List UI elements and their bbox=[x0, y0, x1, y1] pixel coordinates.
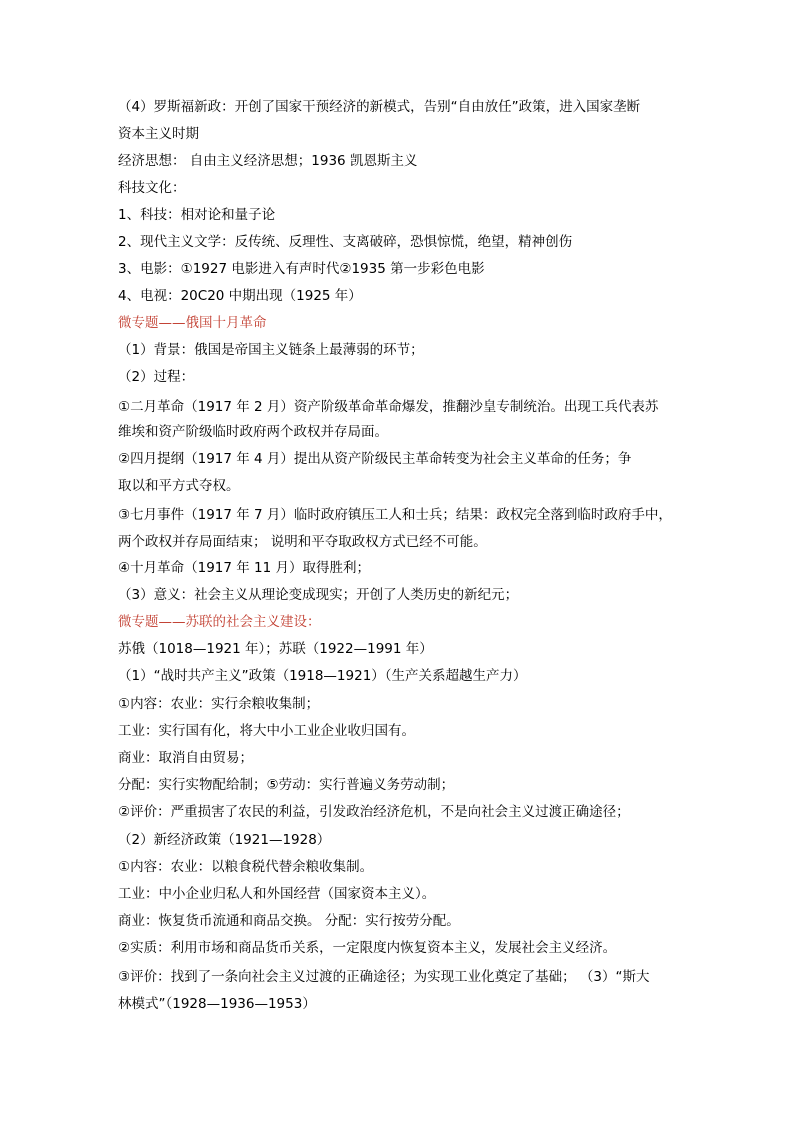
text-line: 经济思想： 自由主义经济思想；1936 凯恩斯主义 bbox=[118, 153, 418, 169]
text-line: （1）“战时共产主义”政策（1918—1921）（生产关系超越生产力） bbox=[118, 668, 527, 684]
text-line: 3、电影：①1927 电影进入有声时代②1935 第一步彩色电影 bbox=[118, 261, 485, 277]
text-line: 科技文化： bbox=[118, 180, 186, 196]
text-line: 商业：取消自由贸易； bbox=[118, 750, 253, 766]
text-line: 取以和平方式夺权。 bbox=[118, 478, 240, 494]
text-line: ①内容：农业：以粮食税代替余粮收集制。 bbox=[118, 859, 374, 875]
text-line: ④十月革命（1917 年 11 月）取得胜利； bbox=[118, 560, 371, 576]
text-line: ②四月提纲（1917 年 4 月）提出从资产阶级民主革命转变为社会主义革命的任务；争 bbox=[118, 451, 632, 467]
text-line: ①内容：农业：实行余粮收集制； bbox=[118, 696, 320, 712]
text-line: （2）新经济政策（1921—1928） bbox=[118, 832, 331, 848]
text-line: （3）意义：社会主义从理论变成现实；开创了人类历史的新纪元； bbox=[118, 587, 519, 603]
text-line: 工业：实行国有化，将大中小工业企业收归国有。 bbox=[118, 723, 415, 739]
text-line: 4、电视：20C20 中期出现（1925 年） bbox=[118, 288, 362, 304]
text-line: 商业：恢复货币流通和商品交换。 分配：实行按劳分配。 bbox=[118, 913, 460, 929]
section-heading-soviet-construction: 微专题——苏联的社会主义建设： bbox=[118, 614, 321, 630]
text-line: ①二月革命（1917 年 2 月）资产阶级革命革命爆发，推翻沙皇专制统治。出现工兵代表苏 bbox=[118, 399, 659, 415]
text-line: 林模式”（1928—1936—1953） bbox=[118, 996, 316, 1012]
text-line: ③评价：找到了一条向社会主义过渡的正确途径；为实现工业化奠定了基础； （3）“斯大 bbox=[118, 969, 650, 985]
text-line: 2、现代主义文学：反传统、反理性、支离破碎，恐惧惊慌，绝望，精神创伤 bbox=[118, 234, 573, 250]
text-line: ③七月事件（1917 年 7 月）临时政府镇压工人和士兵；结果：政权完全落到临时政府手中， bbox=[118, 507, 672, 523]
text-line: 分配：实行实物配给制；⑤劳动：实行普遍义务劳动制； bbox=[118, 777, 455, 793]
section-heading-october-revolution: 微专题——俄国十月革命 bbox=[118, 315, 267, 331]
text-line: （1）背景：俄国是帝国主义链条上最薄弱的环节； bbox=[118, 342, 424, 358]
text-line: ②评价：严重损害了农民的利益，引发政治经济危机，不是向社会主义过渡正确途径； bbox=[118, 804, 630, 820]
text-line: 维埃和资产阶级临时政府两个政权并存局面。 bbox=[118, 424, 388, 440]
text-line: ②实质：利用市场和商品货币关系，一定限度内恢复资本主义，发展社会主义经济。 bbox=[118, 940, 617, 956]
text-line: 苏俄（1018—1921 年）；苏联（1922—1991 年） bbox=[118, 641, 433, 657]
text-line: 1、科技：相对论和量子论 bbox=[118, 207, 276, 223]
text-line: （2）过程： bbox=[118, 369, 195, 385]
text-line: 两个政权并存局面结束； 说明和平夺取政权方式已经不可能。 bbox=[118, 534, 487, 550]
text-line: （4）罗斯福新政：开创了国家干预经济的新模式，告别“自由放任”政策，进入国家垄断 bbox=[118, 99, 641, 115]
text-line: 资本主义时期 bbox=[118, 126, 199, 142]
text-line: 工业：中小企业归私人和外国经营（国家资本主义）。 bbox=[118, 886, 436, 902]
